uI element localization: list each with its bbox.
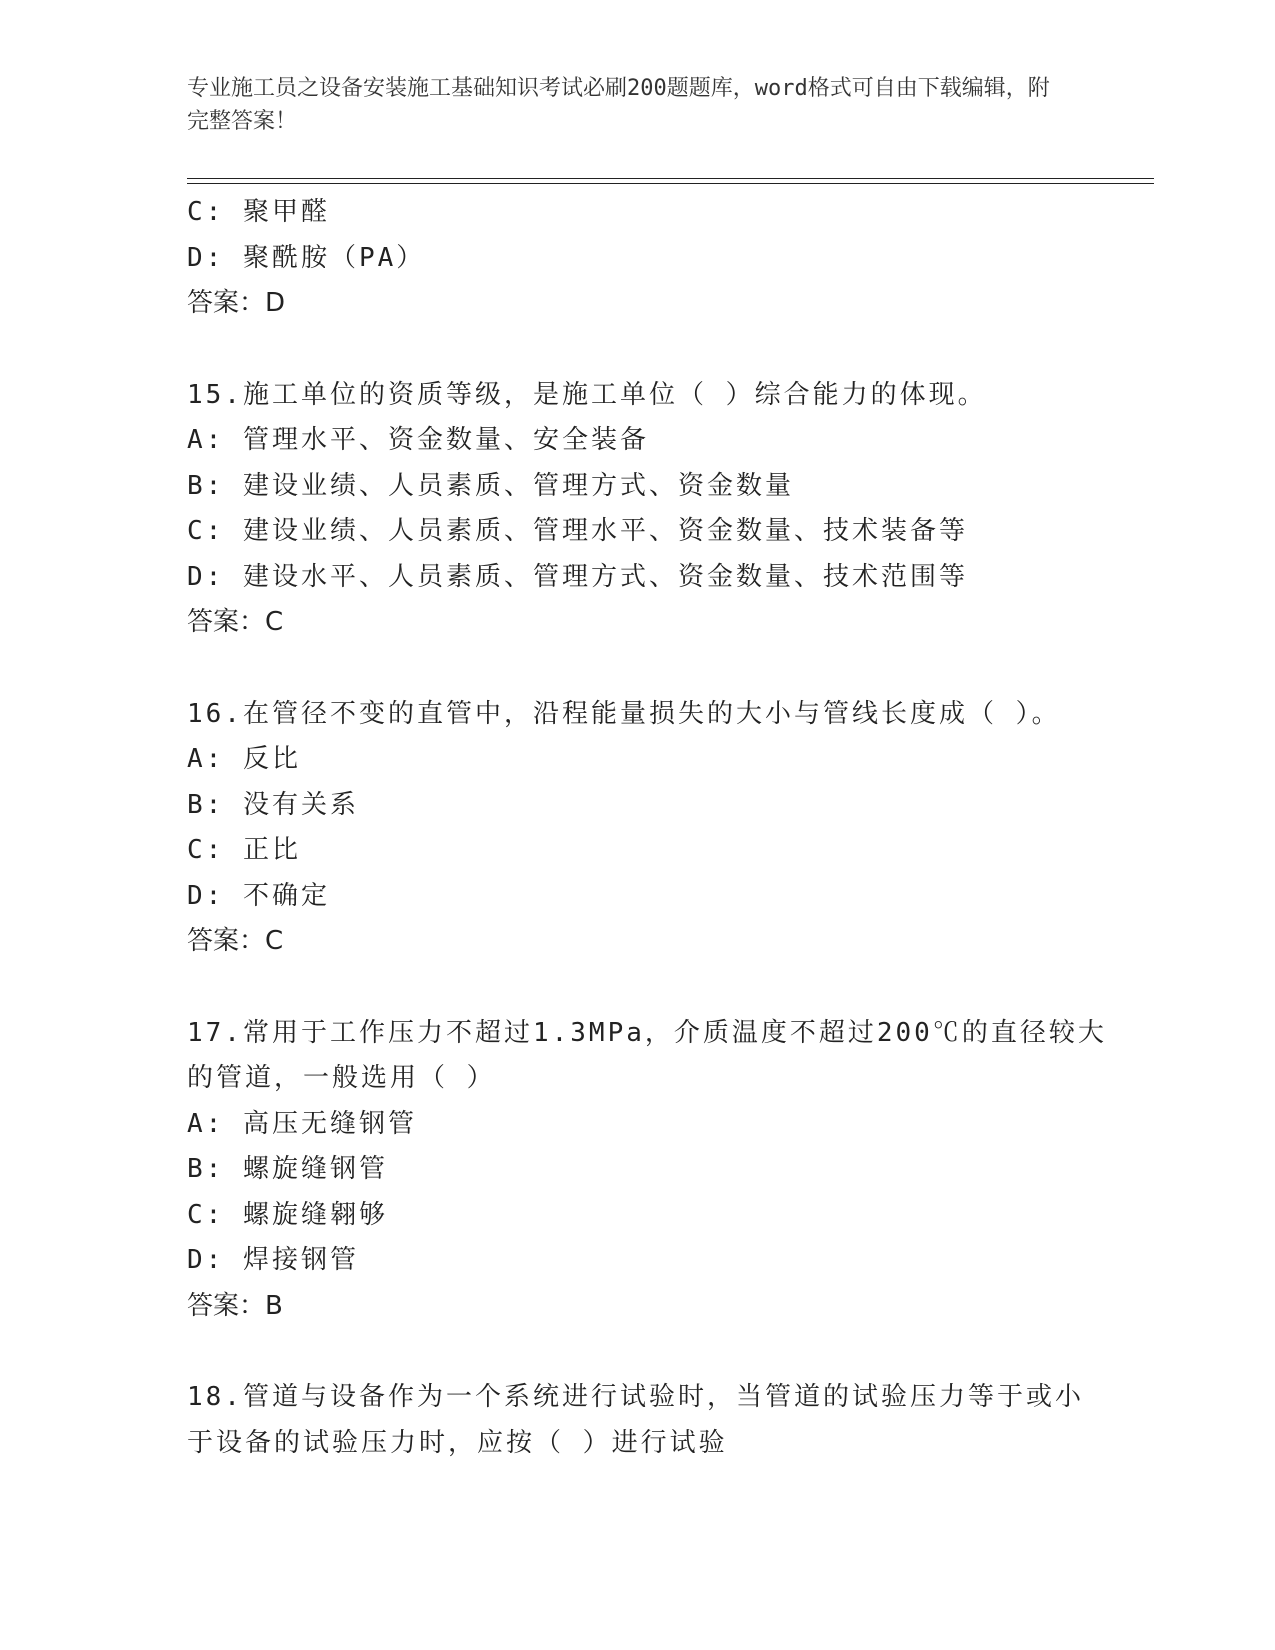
option-b: B: 建设业绩、人员素质、管理方式、资金数量 (187, 470, 794, 501)
option-d: D: 不确定 (187, 880, 330, 911)
question-list (187, 190, 1107, 1466)
option-a: A: 管理水平、资金数量、安全装备 (187, 425, 649, 455)
question-block-14-partial (187, 190, 1107, 327)
question-text-line-2: 于设备的试验压力时，应按（ ）进行试验 (187, 1427, 728, 1458)
header-divider-top (187, 178, 1154, 179)
question-block-17 (187, 1011, 1107, 1330)
option-d: D: 建设水平、人员素质、管理方式、资金数量、技术范围等 (187, 561, 968, 592)
question-text-line-2: 的管道，一般选用（ ） (187, 1063, 496, 1093)
answer-line: 答案：C (187, 607, 284, 637)
document-header (187, 72, 1067, 138)
option-a: A: 反比 (187, 744, 301, 774)
answer-line: 答案：B (187, 1290, 283, 1321)
document-title: 专业施工员之设备安装施工基础知识考试必刷200题题库，word格式可自由下载编辑，附完整答案！ (187, 76, 1050, 134)
option-d: D: 焊接钢管 (187, 1245, 359, 1275)
question-text: 15.施工单位的资质等级，是施工单位（ ）综合能力的体现。 (187, 379, 987, 410)
option-c: C: 正比 (187, 835, 301, 865)
question-text: 16.在管径不变的直管中，沿程能量损失的大小与管线长度成（ ）。 (187, 698, 1061, 729)
option-b: B: 螺旋缝钢管 (187, 1154, 388, 1184)
header-divider-bottom (187, 183, 1154, 184)
option-c: C: 聚甲醛 (187, 197, 330, 227)
question-block-16 (187, 692, 1107, 965)
option-c: C: 建设业绩、人员素质、管理水平、资金数量、技术装备等 (187, 516, 968, 546)
option-b: B: 没有关系 (187, 789, 359, 820)
option-c: C: 螺旋缝翱够 (187, 1199, 388, 1230)
question-block-18 (187, 1375, 1107, 1466)
question-block-15 (187, 373, 1107, 646)
answer-line: 答案：C (187, 926, 284, 956)
option-d: D: 聚酰胺（PA） (187, 242, 426, 273)
question-text-line-1: 17.常用于工作压力不超过1.3MPa，介质温度不超过200℃的直径较大 (187, 1017, 1107, 1048)
answer-line: 答案：D (187, 288, 286, 318)
question-text-line-1: 18.管道与设备作为一个系统进行试验时，当管道的试验压力等于或小 (187, 1382, 1084, 1412)
option-a: A: 高压无缝钢管 (187, 1108, 417, 1139)
